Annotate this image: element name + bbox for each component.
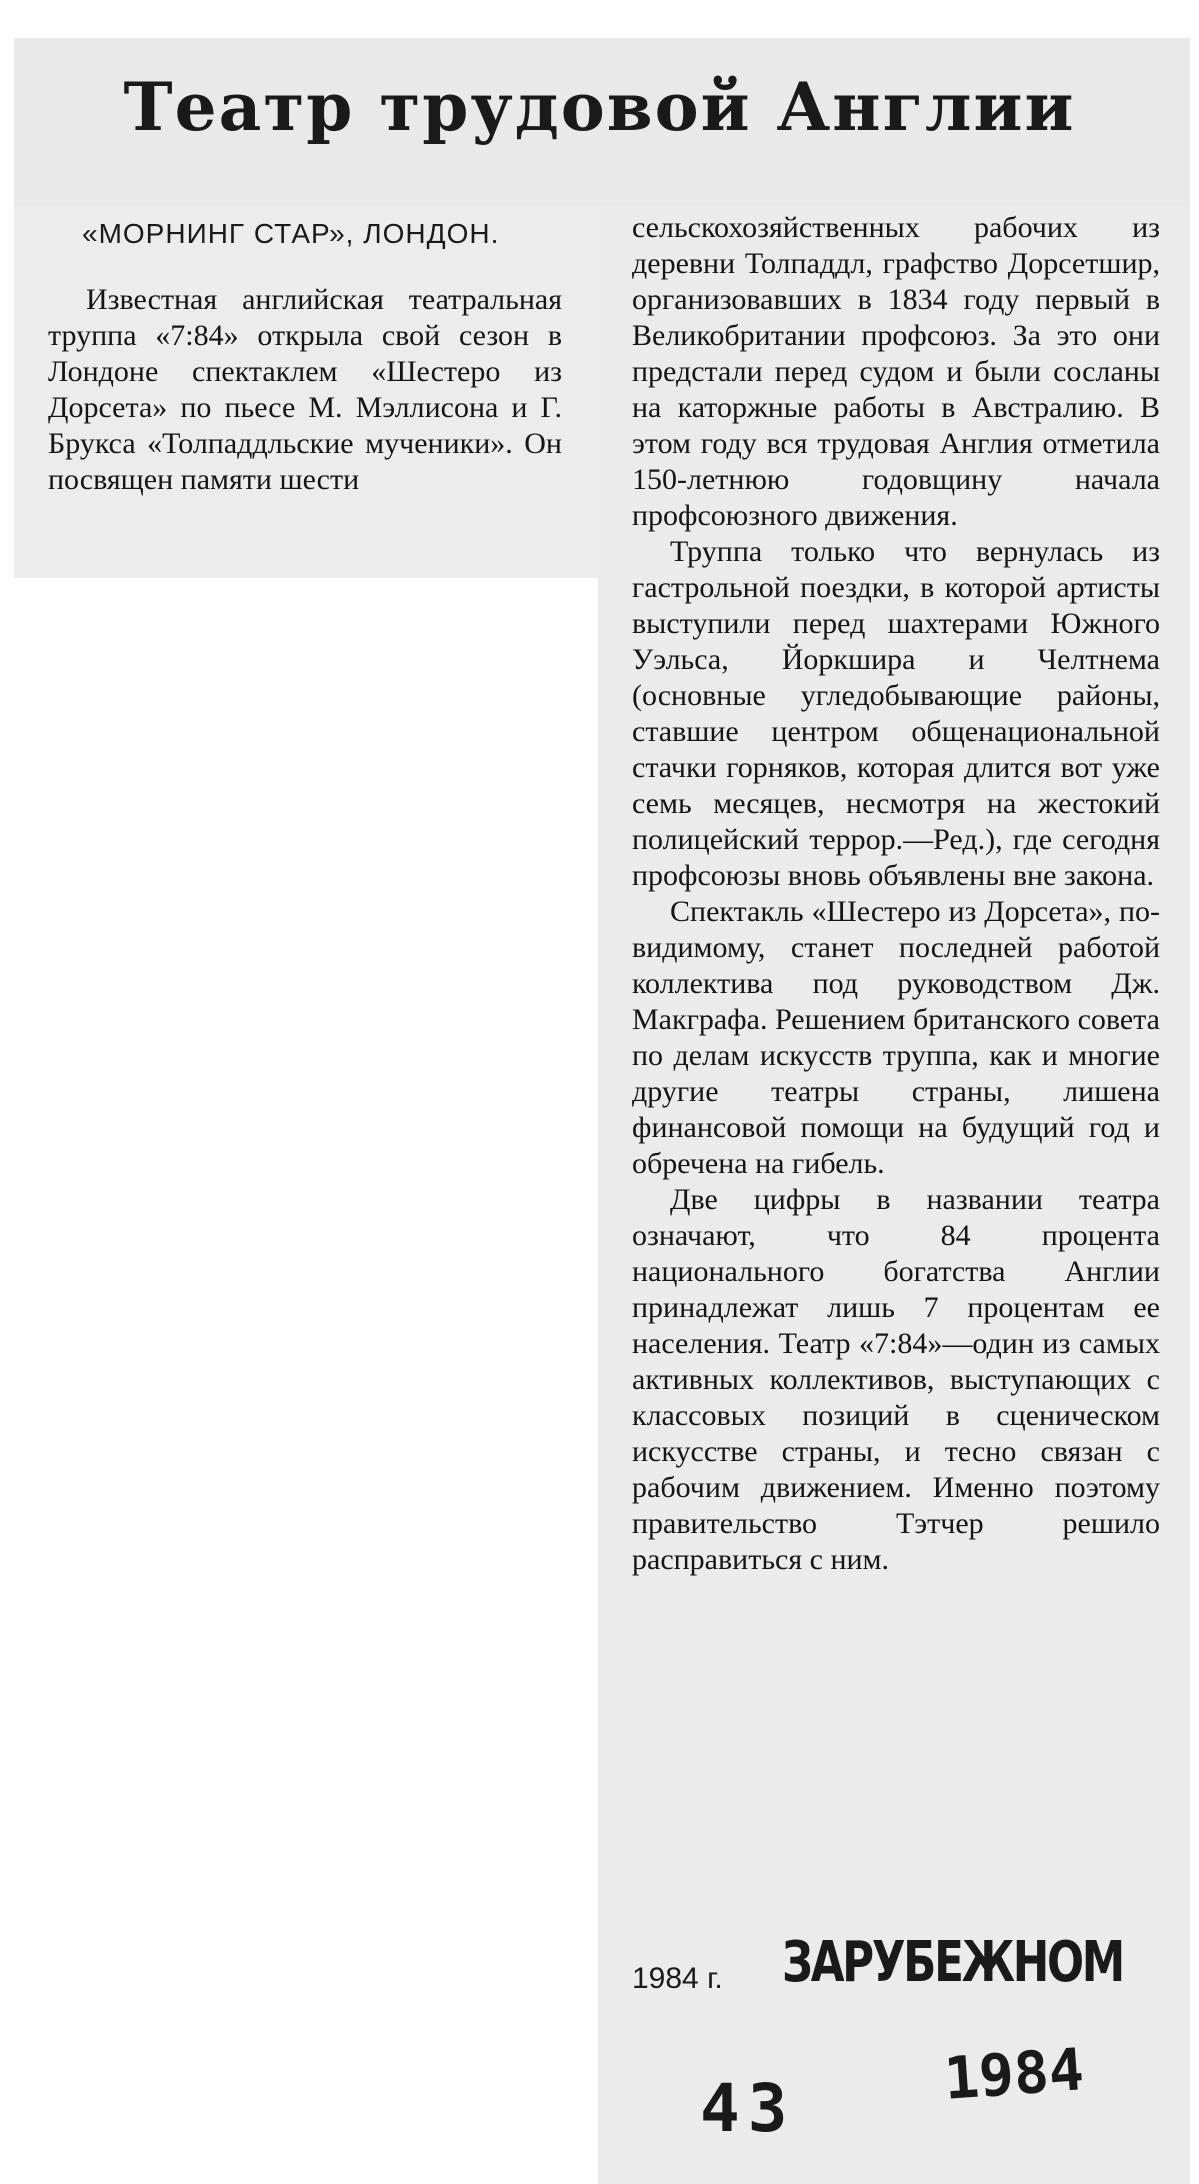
article-left-column xyxy=(48,282,562,498)
stamp-year: 1984 г. xyxy=(632,1962,723,1995)
paragraph: Две цифры в названии театра означают, что 84 процента национального богатства Англии принадлежат лишь 7 процентам ее населения. Театр «7:84»—один из самых активных коллективов, выступающих с классовых позиций в сценическом искусстве страны, и тесно связан с рабочим движением. Именно поэтому правительство Тэтчер решило расправиться с ним. xyxy=(632,1183,1160,1576)
paragraph: сельскохозяйственных рабочих из деревни Толпаддл, графство Дорсетшир, организовавших в 1834 году первый в Великобритании профсоюз. За это они предстали перед судом и были сосланы на каторжные работы в Австралию. В этом году вся трудовая Англия отметила 150-летнюю годовщину начала профсоюзного движения. xyxy=(632,211,1160,532)
handwritten-number: 43 xyxy=(700,2070,796,2147)
paragraph: Спектакль «Шестеро из Дорсета», по-видимому, станет последней работой коллектива под руководством Дж. Макграфа. Решением британского совета по делам искусств труппа, как и многие другие театры страны, лишена финансовой помощи на будущий год и обречена на гибель. xyxy=(632,895,1160,1180)
article-right-column xyxy=(632,210,1160,1578)
archive-stamp: ЗАРУБЕЖНОМ xyxy=(782,1930,1123,1995)
article-byline: «МОРНИНГ СТАР», ЛОНДОН. xyxy=(82,218,500,249)
paragraph: Известная английская театральная труппа «7:84» открыла свой сезон в Лондоне спектаклем «Шестеро из Дорсета» по пьесе М. Мэллисона и Г. Брукса «Толпаддльские мученики». Он посвящен памяти шести xyxy=(48,283,562,496)
paragraph: Труппа только что вернулась из гастрольной поездки, в которой артисты выступили перед шахтерами Южного Уэльса, Йоркшира и Челтнема (основные угледобывающие районы, ставшие центром общенациональной стачки горняков, которая длится вот уже семь месяцев, несмотря на жестокий полицейский террор.—Ред.), где сегодня профсоюзы вновь объявлены вне закона. xyxy=(632,535,1160,892)
handwritten-year: 1984 xyxy=(941,2035,1086,2113)
article-headline: Театр трудовой Англии xyxy=(123,68,1076,146)
